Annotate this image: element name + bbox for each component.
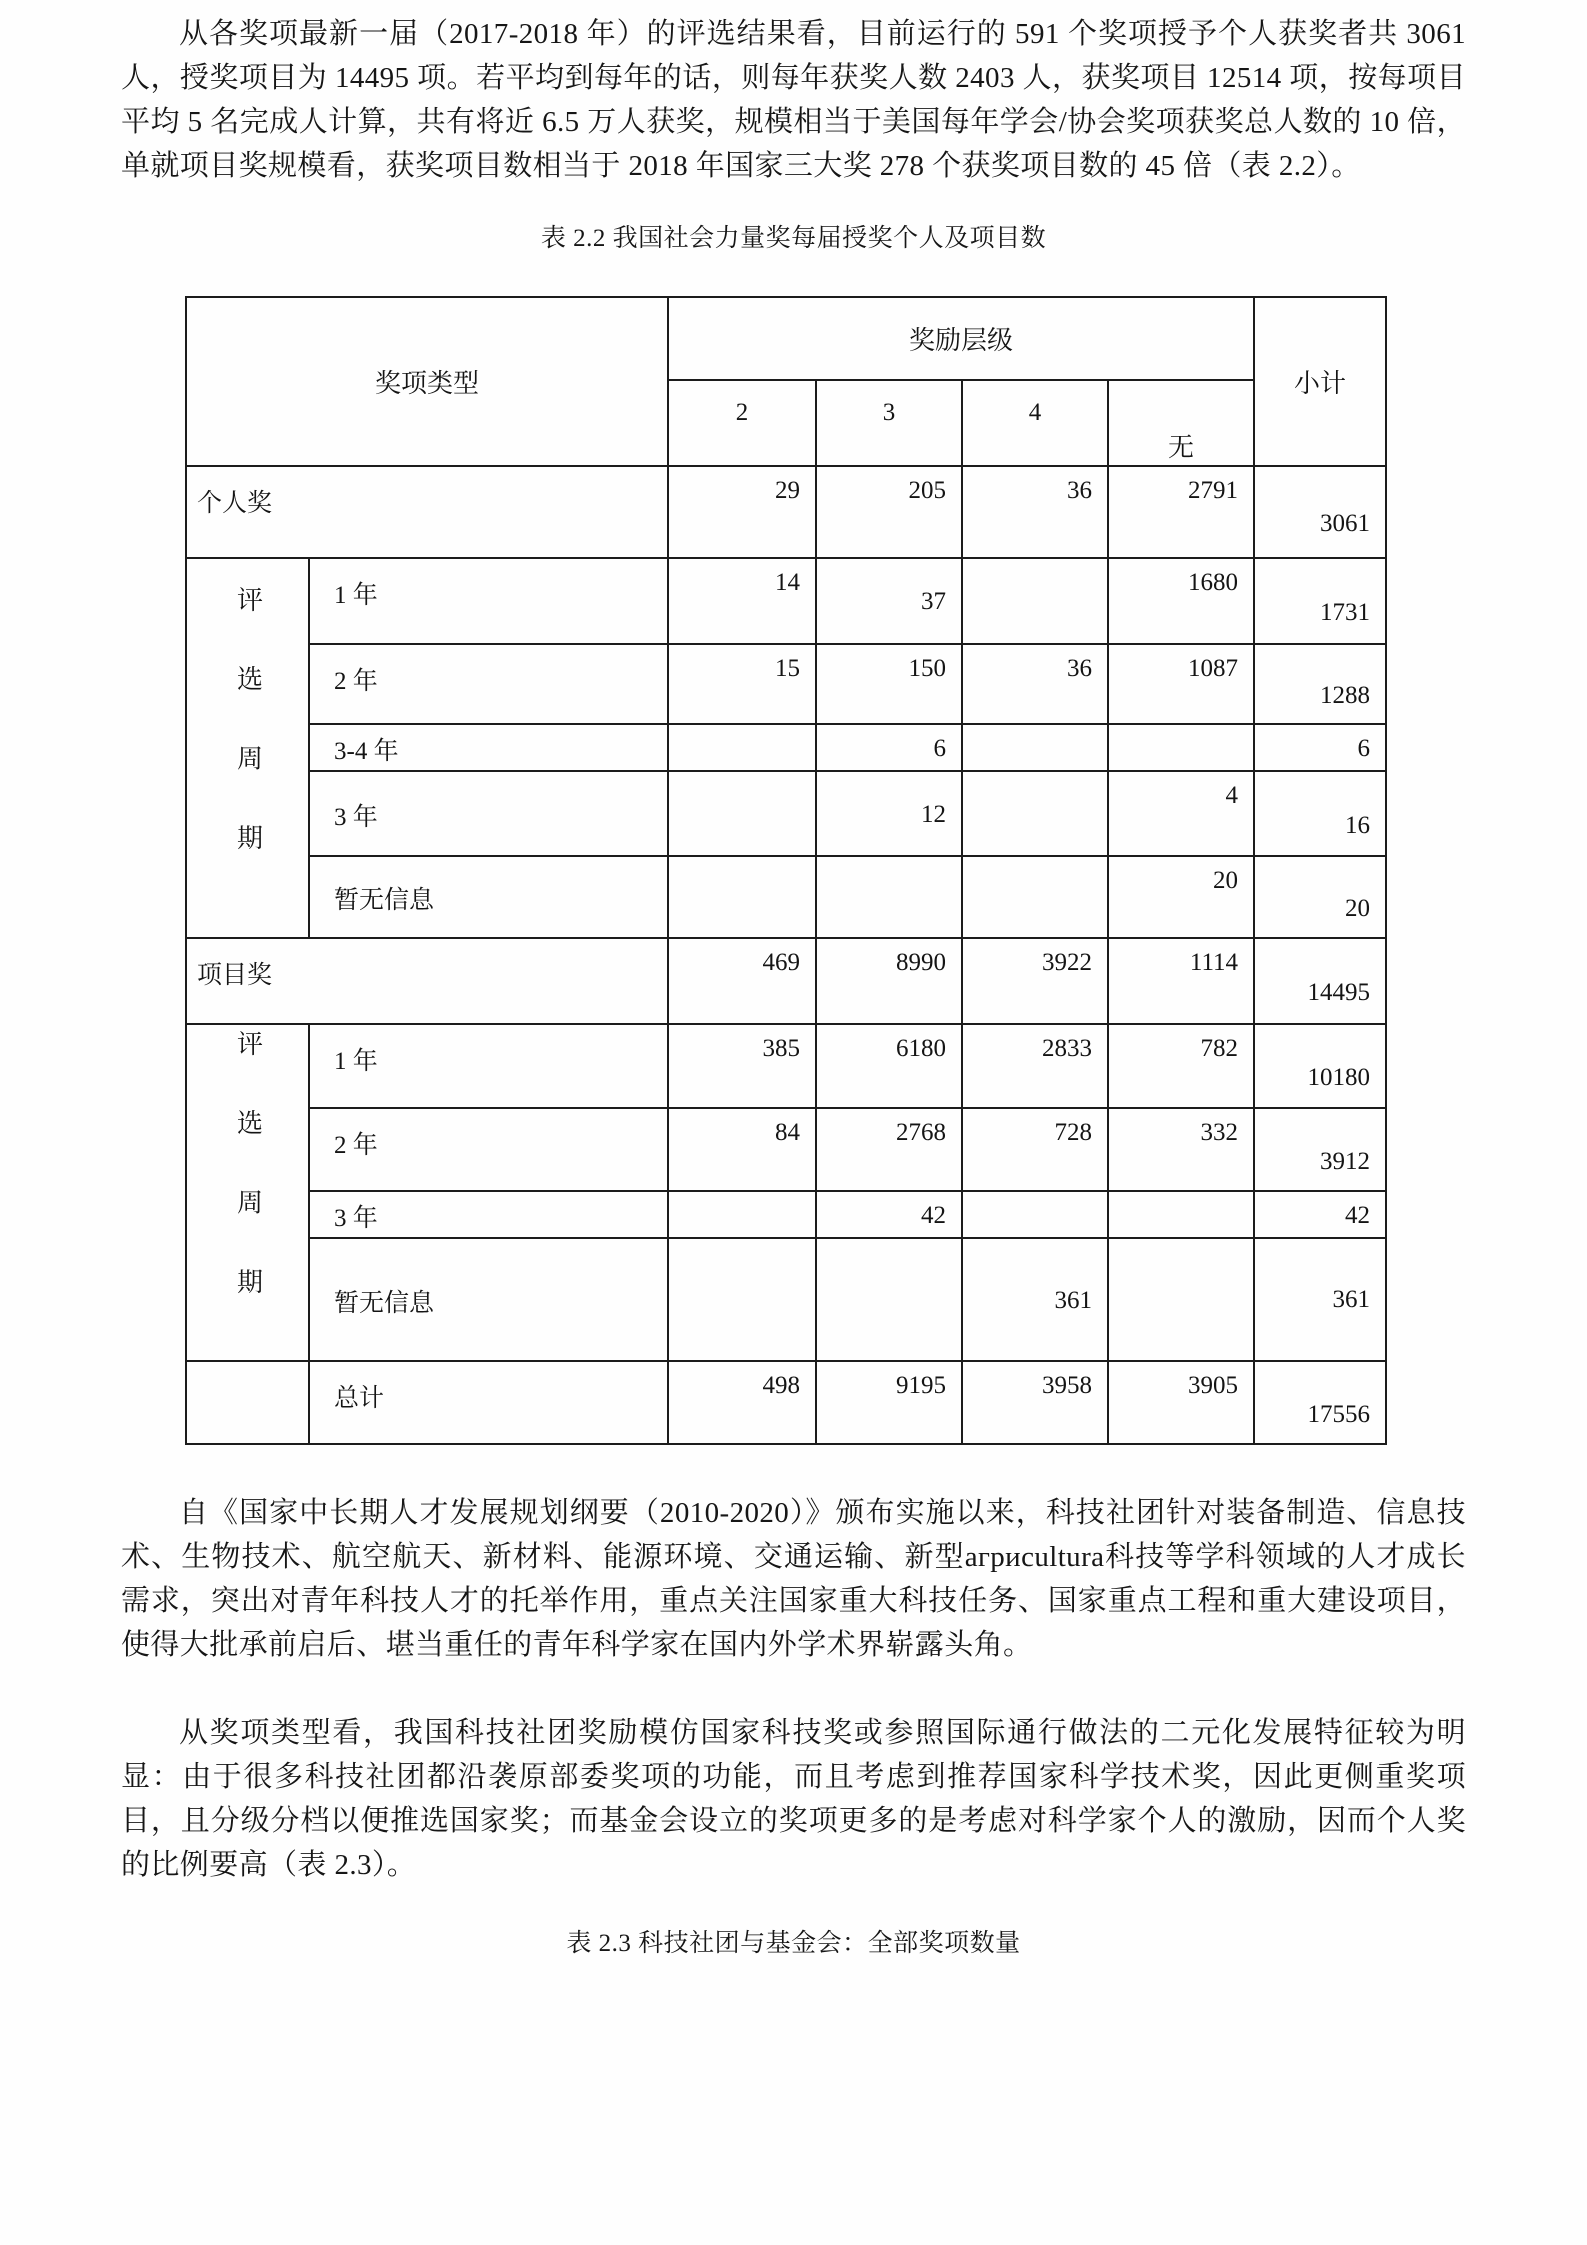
value-cell xyxy=(962,771,1108,856)
value-cell: 1114 xyxy=(1108,938,1254,1024)
subtotal-cell: 14495 xyxy=(1254,938,1386,1024)
value-cell: 36 xyxy=(962,466,1108,558)
value-cell xyxy=(668,1238,816,1361)
row-label-no-info: 暂无信息 xyxy=(309,1238,668,1361)
value-cell: 3905 xyxy=(1108,1361,1254,1444)
row-label-total: 总计 xyxy=(309,1361,668,1444)
row-personal-cycle-1y xyxy=(186,558,1386,644)
table-2-2-caption: 表 2.2 我国社会力量奖每届授奖个人及项目数 xyxy=(540,225,1047,252)
header-level-none: 无 xyxy=(1108,380,1254,466)
value-cell: 36 xyxy=(962,644,1108,724)
row-label-2-year: 2 年 xyxy=(309,1108,668,1191)
value-cell: 150 xyxy=(816,644,962,724)
value-cell: 385 xyxy=(668,1024,816,1108)
awards-per-session-table xyxy=(185,296,1387,1445)
value-cell: 84 xyxy=(668,1108,816,1191)
row-project-award xyxy=(186,938,1386,1024)
table-2-3-caption: 表 2.3 科技社团与基金会：全部奖项数量 xyxy=(566,1930,1021,1957)
value-cell: 205 xyxy=(816,466,962,558)
subtotal-cell: 361 xyxy=(1254,1238,1386,1361)
value-cell xyxy=(668,856,816,938)
header-level-2: 2 xyxy=(668,380,816,466)
value-cell: 2791 xyxy=(1108,466,1254,558)
value-cell: 728 xyxy=(962,1108,1108,1191)
value-cell: 782 xyxy=(1108,1024,1254,1108)
row-project-cycle-1y xyxy=(186,1024,1386,1108)
value-cell: 29 xyxy=(668,466,816,558)
header-level-3: 3 xyxy=(816,380,962,466)
cycle-header-project xyxy=(186,1024,309,1361)
subtotal-cell: 16 xyxy=(1254,771,1386,856)
value-cell: 469 xyxy=(668,938,816,1024)
value-cell: 6 xyxy=(816,724,962,771)
value-cell: 2833 xyxy=(962,1024,1108,1108)
row-personal-cycle-3-4y xyxy=(186,724,1386,771)
header-award-level: 奖励层级 xyxy=(668,297,1254,380)
value-cell xyxy=(816,1238,962,1361)
value-cell: 15 xyxy=(668,644,816,724)
value-cell: 6180 xyxy=(816,1024,962,1108)
value-cell: 14 xyxy=(668,558,816,644)
value-cell xyxy=(668,1191,816,1238)
row-grand-total xyxy=(186,1361,1386,1444)
value-cell: 20 xyxy=(1108,856,1254,938)
value-cell: 1680 xyxy=(1108,558,1254,644)
subtotal-cell: 17556 xyxy=(1254,1361,1386,1444)
value-cell xyxy=(816,856,962,938)
row-label-project-award: 项目奖 xyxy=(186,938,668,1024)
subtotal-cell: 6 xyxy=(1254,724,1386,771)
row-label-1-year: 1 年 xyxy=(309,1024,668,1108)
value-cell: 332 xyxy=(1108,1108,1254,1191)
header-level-4: 4 xyxy=(962,380,1108,466)
row-personal-award xyxy=(186,466,1386,558)
value-cell: 1087 xyxy=(1108,644,1254,724)
subtotal-cell: 1288 xyxy=(1254,644,1386,724)
subtotal-cell: 20 xyxy=(1254,856,1386,938)
row-label-personal-award: 个人奖 xyxy=(186,466,668,558)
value-cell xyxy=(962,1191,1108,1238)
row-label-3-year: 3 年 xyxy=(309,771,668,856)
row-personal-cycle-2y xyxy=(186,644,1386,724)
value-cell: 3922 xyxy=(962,938,1108,1024)
header-award-type: 奖项类型 xyxy=(186,297,668,466)
row-personal-cycle-3y xyxy=(186,771,1386,856)
value-cell: 8990 xyxy=(816,938,962,1024)
value-cell: 4 xyxy=(1108,771,1254,856)
paragraph-award-types: 从奖项类型看，我国科技社团奖励模仿国家科技奖或参照国际通行做法的二元化发展特征较为明显：由于很多科技社团都沿袭原部委奖项的功能，而且考虑到推荐国家科学技术奖，因此更侧重奖项目，且分级分档以便推选国家奖；而基金会设立的奖项更多的是考虑对科学家个人的激励，因而个人奖的比例要高（表 2.3）。 xyxy=(121,1717,1466,1881)
paragraph-talent-plan: 自《国家中长期人才发展规划纲要（2010-2020）》颁布实施以来，科技社团针对装备制造、信息技术、生物技术、航空航天、新材料、能源环境、交通运输、新型агриcultura科技等学科领域的人才成长需求，突出对青年科技人才的托举作用，重点关注国家重大科技任务、国家重点工程和重大建设项目，使得大批承前启后、堪当重任的青年科学家在国内外学术界崭露头角。 xyxy=(121,1497,1466,1661)
row-label-1-year: 1 年 xyxy=(309,558,668,644)
row-label-no-info: 暂无信息 xyxy=(309,856,668,938)
header-row-1 xyxy=(186,297,1386,380)
value-cell: 2768 xyxy=(816,1108,962,1191)
value-cell: 3958 xyxy=(962,1361,1108,1444)
subtotal-cell: 3061 xyxy=(1254,466,1386,558)
subtotal-cell: 3912 xyxy=(1254,1108,1386,1191)
cycle-header-label: 评选周期 xyxy=(233,1030,263,1348)
row-project-cycle-2y xyxy=(186,1108,1386,1191)
empty-cell xyxy=(186,1361,309,1444)
value-cell xyxy=(962,558,1108,644)
subtotal-cell: 1731 xyxy=(1254,558,1386,644)
header-subtotal: 小计 xyxy=(1254,297,1386,466)
value-cell: 42 xyxy=(816,1191,962,1238)
row-label-3-4-year: 3-4 年 xyxy=(309,724,668,771)
value-cell: 12 xyxy=(816,771,962,856)
value-cell: 9195 xyxy=(816,1361,962,1444)
value-cell: 498 xyxy=(668,1361,816,1444)
value-cell xyxy=(962,724,1108,771)
value-cell xyxy=(1108,1238,1254,1361)
row-label-2-year: 2 年 xyxy=(309,644,668,724)
cycle-header-label: 评选周期 xyxy=(233,585,263,904)
value-cell xyxy=(668,724,816,771)
value-cell xyxy=(1108,724,1254,771)
row-personal-cycle-unknown xyxy=(186,856,1386,938)
row-label-3-year: 3 年 xyxy=(309,1191,668,1238)
cycle-header-personal xyxy=(186,558,309,938)
paragraph-awards-overview: 从各奖项最新一届（2017-2018 年）的评选结果看，目前运行的 591 个奖项授予个人获奖者共 3061 人，授奖项目为 14495 项。若平均到每年的话，则每年获奖人数 2403 人，获奖项目 12514 项，按每项目平均 5 名完成人计算，共有将近 6.5 万人获奖，规模相当于美国每年学会/协会奖项获奖总人数的 10 倍，单就项目奖规模看，获奖项目数相当于 2018 年国家三大奖 278 个获奖项目数的 45 倍（表 2.2）。 xyxy=(121,18,1466,182)
subtotal-cell: 42 xyxy=(1254,1191,1386,1238)
value-cell xyxy=(1108,1191,1254,1238)
row-project-cycle-3y xyxy=(186,1191,1386,1238)
value-cell: 37 xyxy=(816,558,962,644)
row-project-cycle-unknown xyxy=(186,1238,1386,1361)
subtotal-cell: 10180 xyxy=(1254,1024,1386,1108)
value-cell: 361 xyxy=(962,1238,1108,1361)
value-cell xyxy=(962,856,1108,938)
value-cell xyxy=(668,771,816,856)
